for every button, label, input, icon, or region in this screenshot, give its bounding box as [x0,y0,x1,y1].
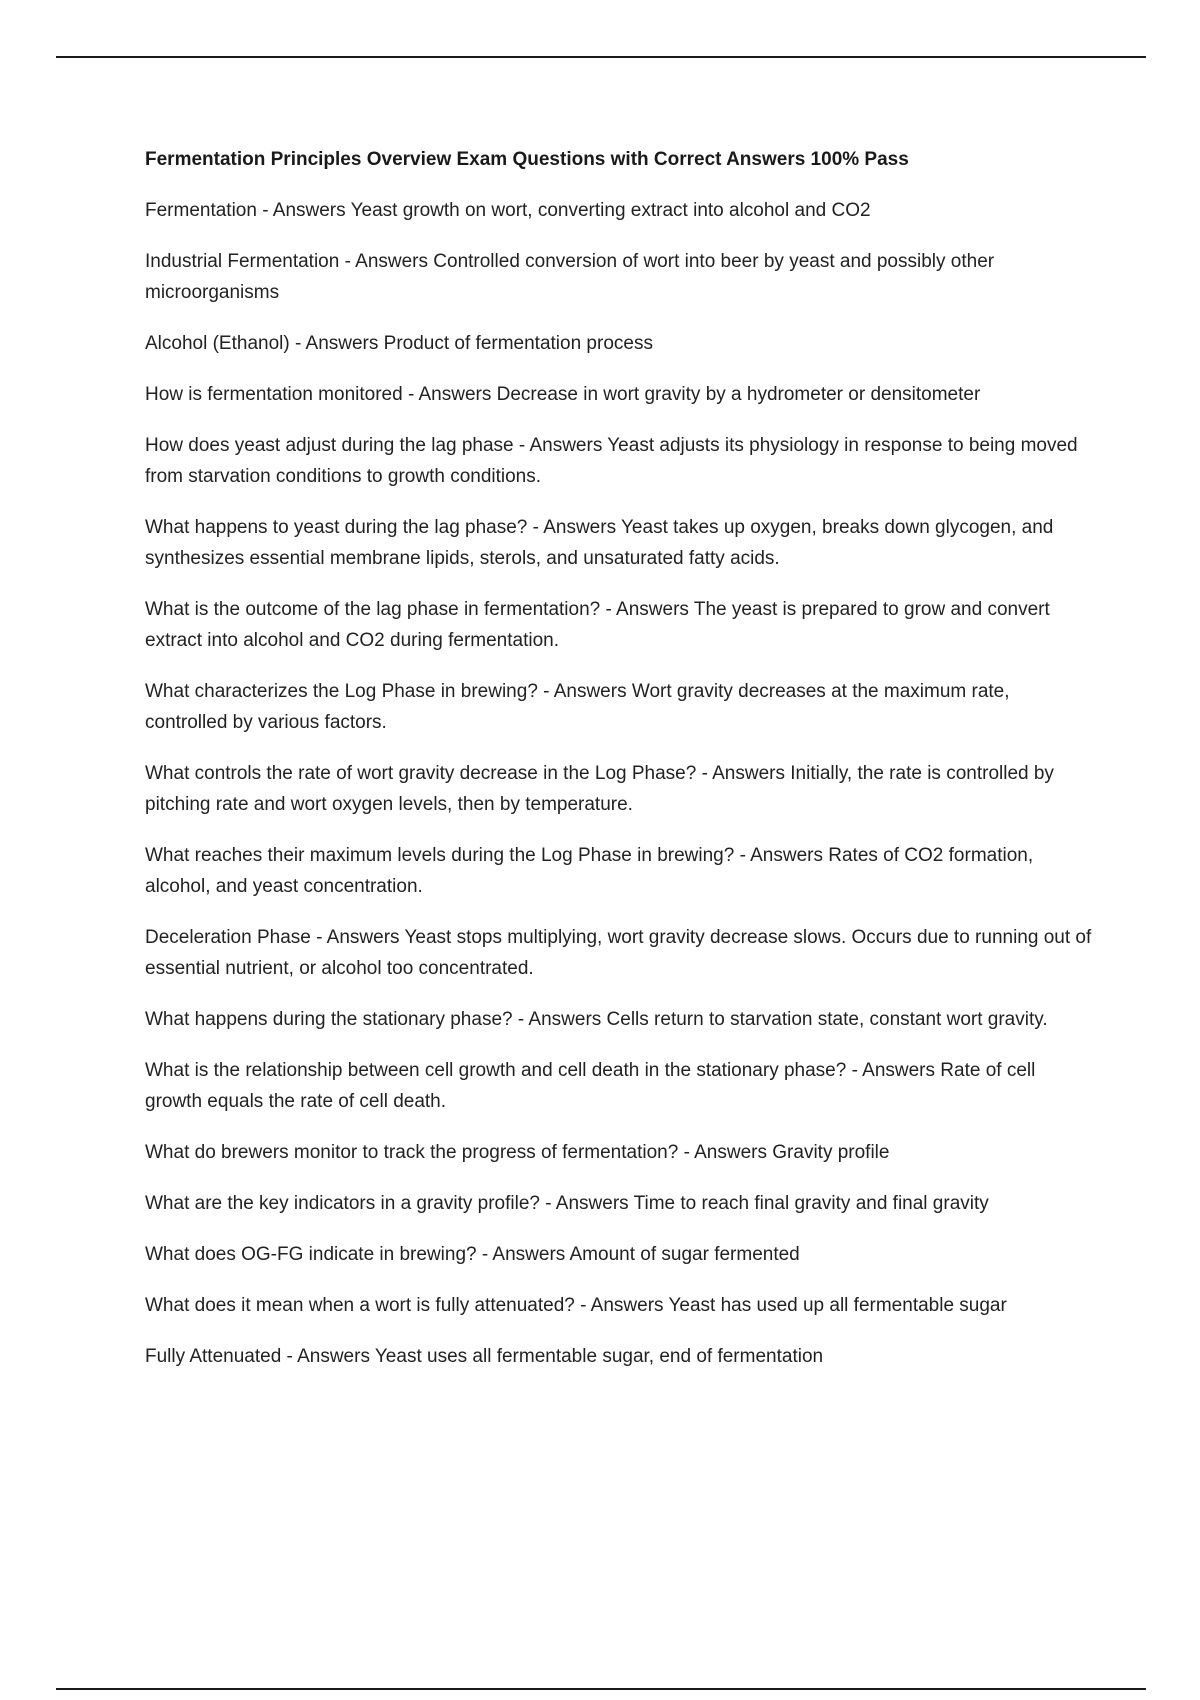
footer-rule [56,1688,1146,1690]
qa-item: What reaches their maximum levels during the Log Phase in brewing? - Answers Rates of CO2 formation, alcohol, and yeast concentration. [145,845,1034,897]
header-rule [56,56,1146,58]
qa-item: What happens to yeast during the lag phase? - Answers Yeast takes up oxygen, breaks down glycogen, and synthesizes essential membrane lipids, sterols, and unsaturated fatty acids. [145,517,1054,569]
qa-item: What does OG-FG indicate in brewing? - Answers Amount of sugar fermented [145,1244,800,1265]
qa-item: How does yeast adjust during the lag phase - Answers Yeast adjusts its physiology in response to being moved from starvation conditions to growth conditions. [145,435,1078,487]
qa-item: Deceleration Phase - Answers Yeast stops multiplying, wort gravity decrease slows. Occurs due to running out of essential nutrient, or alcohol too concentrated. [145,927,1092,979]
document-title: Fermentation Principles Overview Exam Questions with Correct Answers 100% Pass [145,149,909,170]
qa-item: What is the outcome of the lag phase in fermentation? - Answers The yeast is prepared to grow and convert extract into alcohol and CO2 during fermentation. [145,599,1050,651]
qa-item: What are the key indicators in a gravity profile? - Answers Time to reach final gravity and final gravity [145,1193,989,1214]
qa-item: How is fermentation monitored - Answers Decrease in wort gravity by a hydrometer or densitometer [145,384,981,405]
qa-list [145,195,1095,1372]
qa-item: Alcohol (Ethanol) - Answers Product of fermentation process [145,333,653,354]
qa-item: What characterizes the Log Phase in brewing? - Answers Wort gravity decreases at the maximum rate, controlled by various factors. [145,681,1010,733]
qa-item: Industrial Fermentation - Answers Controlled conversion of wort into beer by yeast and possibly other microorganisms [145,251,995,303]
document-body [145,145,1095,1392]
qa-item: Fermentation - Answers Yeast growth on wort, converting extract into alcohol and CO2 [145,200,871,221]
qa-item: What do brewers monitor to track the progress of fermentation? - Answers Gravity profile [145,1142,890,1163]
qa-item: What is the relationship between cell growth and cell death in the stationary phase? - Answers Rate of cell growth equals the rate of cell death. [145,1060,1036,1112]
qa-item: Fully Attenuated - Answers Yeast uses all fermentable sugar, end of fermentation [145,1346,824,1367]
qa-item: What happens during the stationary phase? - Answers Cells return to starvation state, constant wort gravity. [145,1009,1048,1030]
qa-item: What does it mean when a wort is fully attenuated? - Answers Yeast has used up all fermentable sugar [145,1295,1007,1316]
qa-item: What controls the rate of wort gravity decrease in the Log Phase? - Answers Initially, the rate is controlled by pitching rate and wort oxygen levels, then by temperature. [145,763,1054,815]
